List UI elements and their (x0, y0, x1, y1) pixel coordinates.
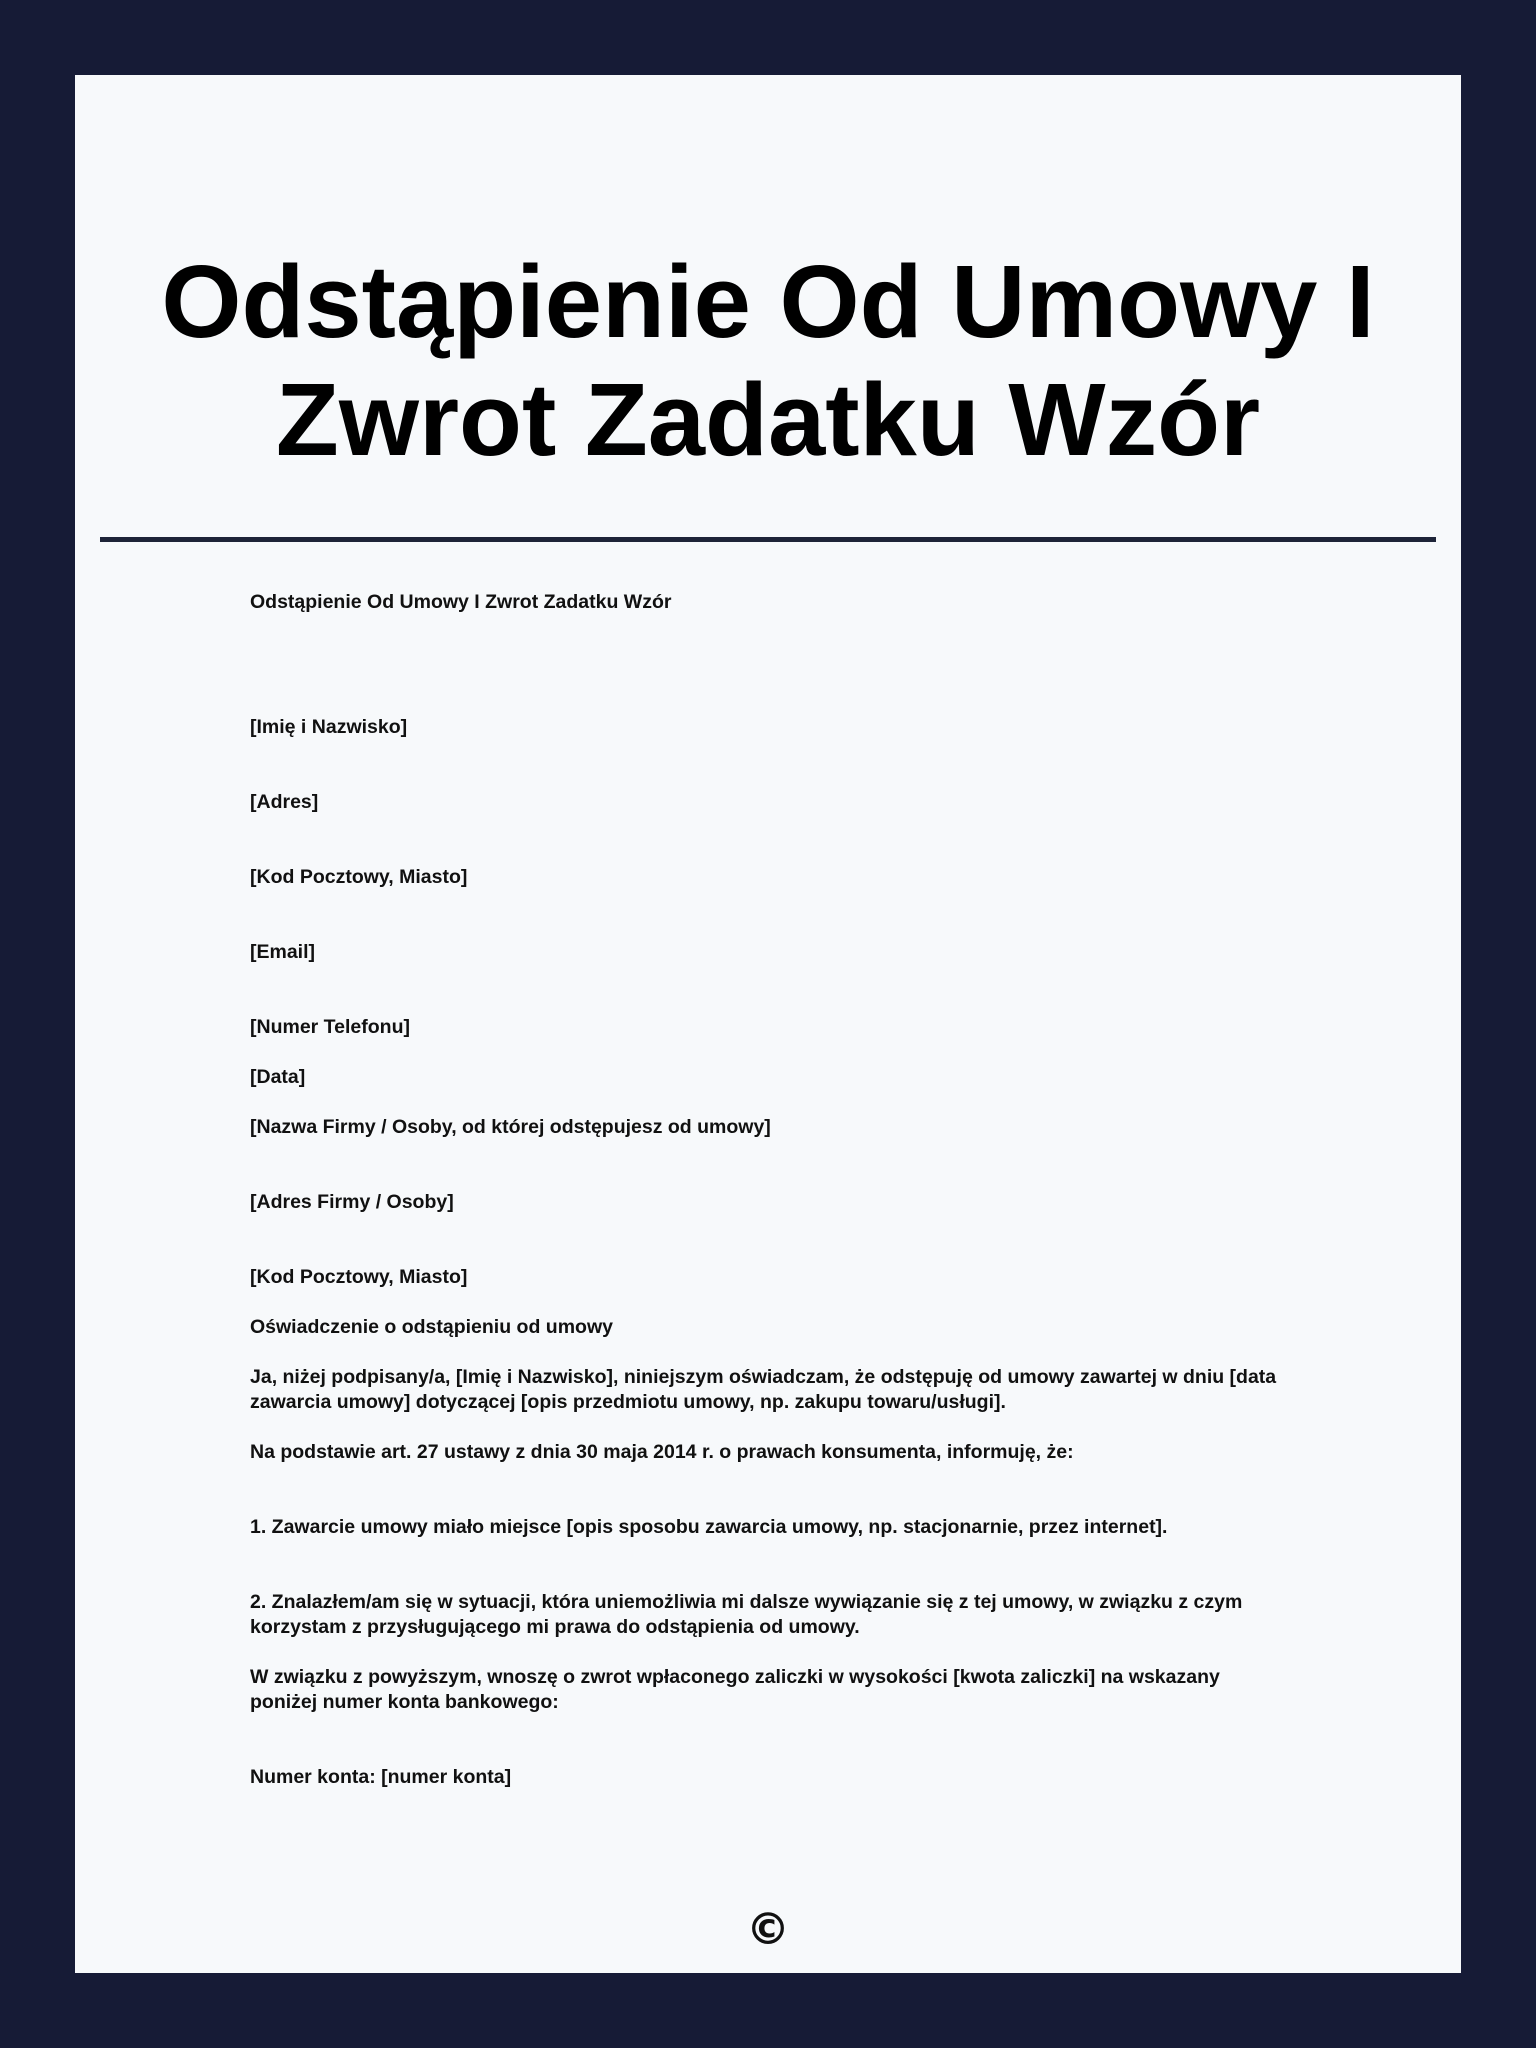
title-divider (100, 537, 1436, 542)
paragraph-point-2: 2. Znalazłem/am się w sytuacji, która uniemożliwia mi dalsze wywiązanie się z tej umowy, w związku z czym korzystam z przysługującego mi prawa do odstąpienia od umowy. (250, 1591, 1243, 1638)
paragraph-legal-basis: Na podstawie art. 27 ustawy z dnia 30 maja 2014 r. o prawach konsumenta, informuję, że: (250, 1441, 1074, 1463)
sender-phone: [Numer Telefonu] (250, 1016, 410, 1038)
copyright-icon: © (746, 1904, 790, 1955)
paragraph-point-1: 1. Zawarcie umowy miało miejsce [opis sposobu zawarcia umowy, np. stacjonarnie, przez internet]. (250, 1516, 1168, 1538)
sender-address: [Adres] (250, 791, 319, 813)
statement-heading: Oświadczenie o odstąpieniu od umowy (250, 1316, 613, 1338)
sender-postal-city: [Kod Pocztowy, Miasto] (250, 866, 468, 888)
paragraph-refund-request: W związku z powyższym, wnoszę o zwrot wpłaconego zaliczki w wysokości [kwota zaliczki] na wskazany poniżej numer konta bankowego: (250, 1666, 1220, 1713)
document-page (75, 75, 1461, 1973)
paragraph-declaration: Ja, niżej podpisany/a, [Imię i Nazwisko], niniejszym oświadczam, że odstępuję od umowy zawartej w dniu [data zawarcia umowy] dotyczącej [opis przedmiotu umowy, np. zakupu towaru/usługi]. (250, 1366, 1277, 1413)
page-title: Odstąpienie Od Umowy I Zwrot Zadatku Wzór (161, 244, 1375, 477)
recipient-name: [Nazwa Firmy / Osoby, od której odstępujesz od umowy] (250, 1116, 771, 1138)
sender-email: [Email] (250, 941, 316, 963)
letter-date: [Data] (250, 1066, 306, 1088)
account-number: Numer konta: [numer konta] (250, 1766, 512, 1788)
recipient-address: [Adres Firmy / Osoby] (250, 1191, 454, 1213)
recipient-postal-city: [Kod Pocztowy, Miasto] (250, 1266, 468, 1288)
sender-name: [Imię i Nazwisko] (250, 716, 408, 738)
document-subtitle: Odstąpienie Od Umowy I Zwrot Zadatku Wzór (250, 591, 672, 613)
